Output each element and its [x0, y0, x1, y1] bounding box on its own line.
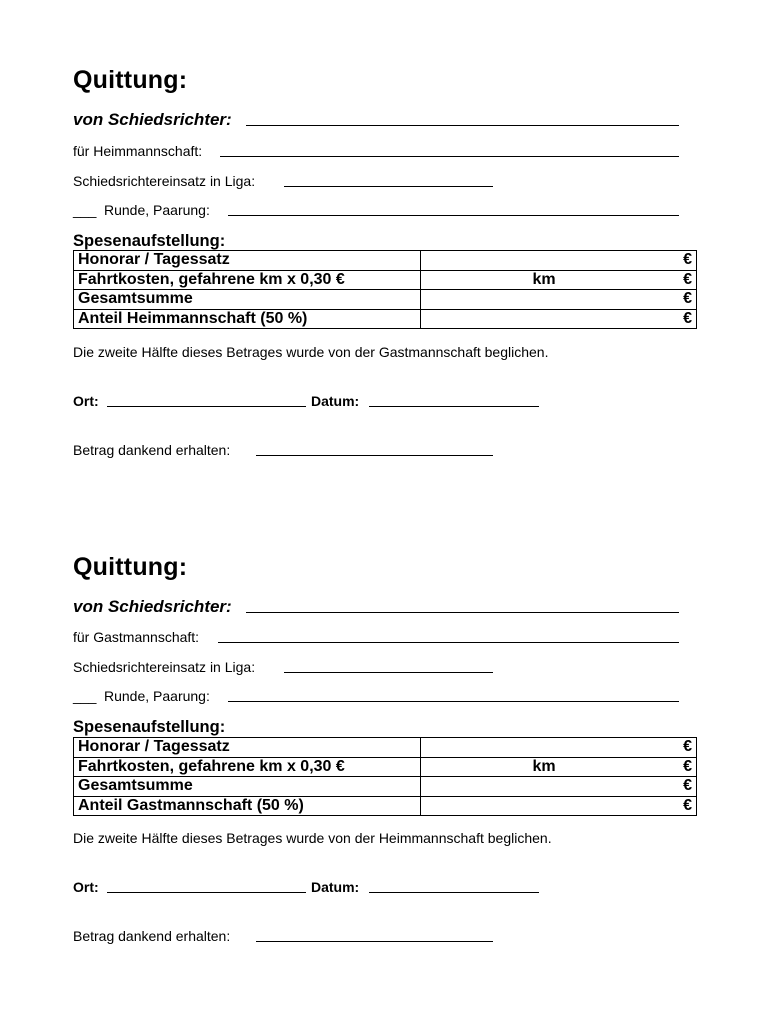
row-label: Anteil Gastmannschaft (50 %) [74, 796, 421, 816]
round-line[interactable] [228, 701, 679, 702]
receipt-home [0, 0, 770, 458]
receipt-title: Quittung: [73, 66, 188, 94]
place-line[interactable] [107, 406, 306, 407]
row-value-cell[interactable] [421, 796, 697, 816]
row-currency: € [683, 290, 692, 308]
row-currency: € [683, 738, 692, 756]
expenses-heading: Spesenaufstellung: [73, 718, 226, 736]
row-value-cell[interactable] [421, 270, 697, 290]
league-label: Schiedsrichtereinsatz in Liga: [73, 173, 256, 189]
expenses-table [73, 737, 697, 816]
round-prefix[interactable]: ___ [73, 202, 97, 218]
table-row [74, 757, 697, 777]
referee-label: von Schiedsrichter: [73, 597, 232, 616]
row-value-cell[interactable] [421, 738, 697, 758]
row-currency: € [683, 796, 692, 814]
row-label: Fahrtkosten, gefahrene km x 0,30 € [74, 757, 421, 777]
receipt-title: Quittung: [73, 553, 188, 581]
league-line[interactable] [284, 186, 493, 187]
team-label: für Heimmannschaft: [73, 143, 203, 159]
table-row [74, 270, 697, 290]
received-label: Betrag dankend erhalten: [73, 928, 231, 944]
league-label: Schiedsrichtereinsatz in Liga: [73, 659, 256, 675]
team-line[interactable] [220, 156, 679, 157]
place-label: Ort: [73, 879, 99, 895]
team-label: für Gastmannschaft: [73, 629, 200, 645]
row-label: Gesamtsumme [74, 777, 421, 797]
referee-line[interactable] [246, 125, 679, 126]
receipt-guest [0, 487, 770, 944]
date-line[interactable] [369, 892, 539, 893]
referee-line[interactable] [246, 612, 679, 613]
date-label: Datum: [311, 393, 360, 409]
row-currency: € [683, 309, 692, 327]
row-label: Honorar / Tagessatz [74, 738, 421, 758]
row-value-cell[interactable] [421, 757, 697, 777]
received-signature-line[interactable] [256, 455, 493, 456]
expenses-heading: Spesenaufstellung: [73, 232, 226, 250]
row-label: Fahrtkosten, gefahrene km x 0,30 € [74, 270, 421, 290]
team-line[interactable] [218, 642, 679, 643]
round-line[interactable] [228, 215, 679, 216]
received-signature-line[interactable] [256, 941, 493, 942]
place-label: Ort: [73, 393, 99, 409]
row-label: Gesamtsumme [74, 290, 421, 310]
table-row [74, 309, 697, 329]
table-row [74, 796, 697, 816]
row-currency: € [683, 757, 692, 775]
referee-label: von Schiedsrichter: [73, 110, 232, 129]
row-currency: € [683, 270, 692, 288]
round-label: Runde, Paarung: [104, 688, 210, 704]
payment-note: Die zweite Hälfte dieses Betrages wurde von der Heimmannschaft beglichen. [73, 830, 552, 846]
table-row [74, 777, 697, 797]
place-line[interactable] [107, 892, 306, 893]
date-line[interactable] [369, 406, 539, 407]
round-label: Runde, Paarung: [104, 202, 210, 218]
table-row [74, 290, 697, 310]
row-label: Anteil Heimmannschaft (50 %) [74, 309, 421, 329]
row-unit: km [532, 270, 556, 288]
row-currency: € [683, 251, 692, 269]
row-unit: km [532, 757, 556, 775]
table-row [74, 251, 697, 271]
expenses-table [73, 250, 697, 329]
received-label: Betrag dankend erhalten: [73, 442, 231, 458]
payment-note: Die zweite Hälfte dieses Betrages wurde von der Gastmannschaft beglichen. [73, 344, 549, 360]
row-value-cell[interactable] [421, 290, 697, 310]
round-prefix[interactable]: ___ [73, 688, 97, 704]
row-value-cell[interactable] [421, 309, 697, 329]
row-label: Honorar / Tagessatz [74, 251, 421, 271]
league-line[interactable] [284, 672, 493, 673]
row-value-cell[interactable] [421, 777, 697, 797]
row-value-cell[interactable] [421, 251, 697, 271]
date-label: Datum: [311, 879, 360, 895]
table-row [74, 738, 697, 758]
row-currency: € [683, 777, 692, 795]
